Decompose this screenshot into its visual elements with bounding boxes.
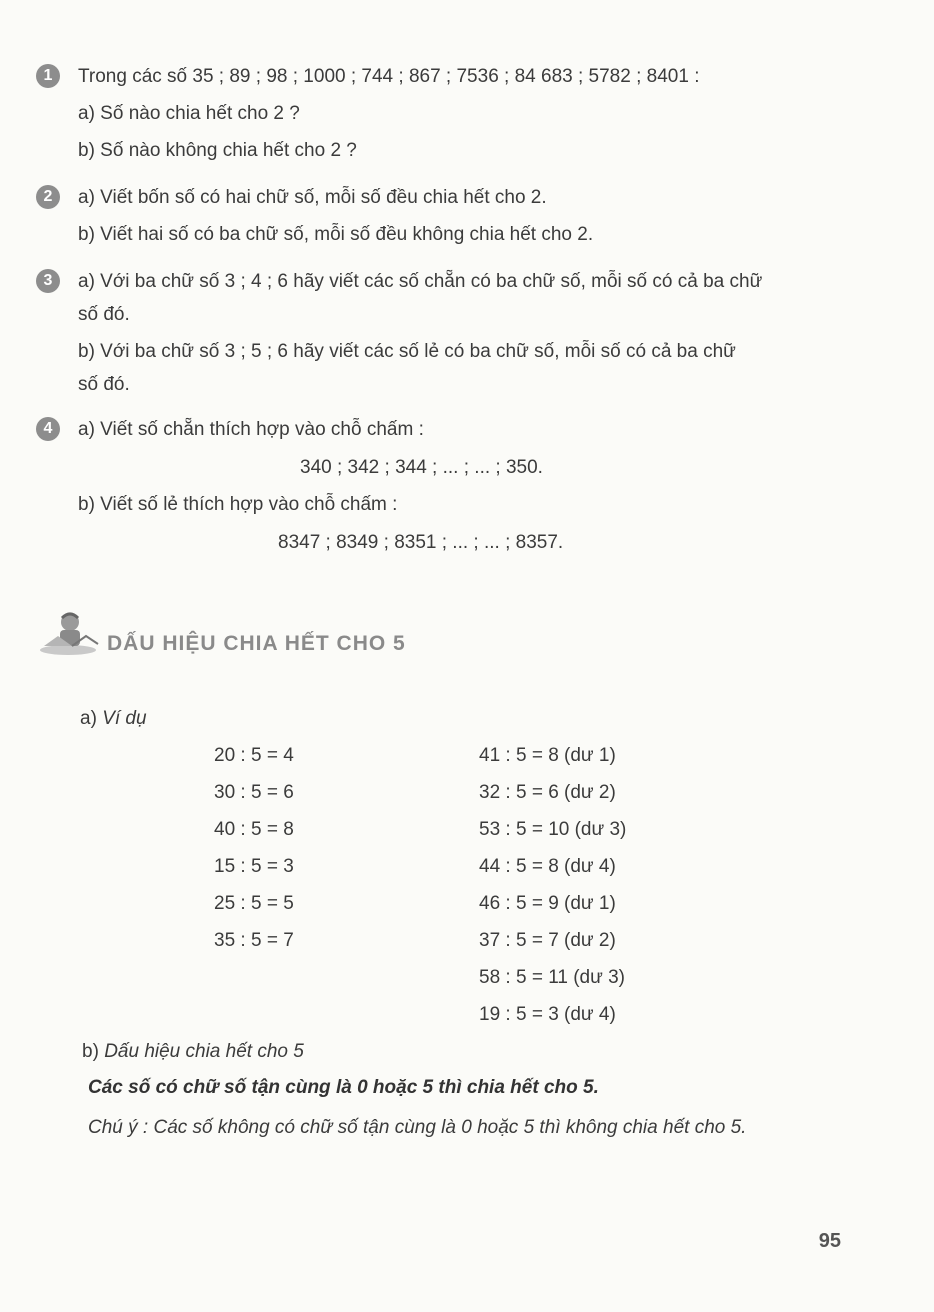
exercise-number-badge: 4 [36, 417, 60, 441]
exercise-3-part-a-cont: số đó. [78, 304, 130, 325]
calc-left-5: 25 : 5 = 5 [214, 893, 294, 914]
exercise-4-part-a: a) Viết số chẵn thích hợp vào chỗ chấm : [78, 419, 424, 440]
sign-label-text: Dấu hiệu chia hết cho 5 [104, 1041, 304, 1062]
exercise-1-part-a: a) Số nào chia hết cho 2 ? [78, 103, 300, 124]
calc-right-7: 58 : 5 = 11 (dư 3) [479, 967, 625, 988]
exercise-4-part-b: b) Viết số lẻ thích hợp vào chỗ chấm : [78, 494, 398, 515]
divisibility-note: Chú ý : Các số không có chữ số tận cùng là 0 hoặc 5 thì không chia hết cho 5. [88, 1117, 747, 1138]
section-title: DẤU HIỆU CHIA HẾT CHO 5 [107, 632, 406, 655]
divisibility-rule: Các số có chữ số tận cùng là 0 hoặc 5 thì chia hết cho 5. [88, 1077, 599, 1098]
calc-right-5: 46 : 5 = 9 (dư 1) [479, 893, 616, 914]
exercise-2-part-b: b) Viết hai số có ba chữ số, mỗi số đều không chia hết cho 2. [78, 224, 594, 245]
exercise-4-sequence-a: 340 ; 342 ; 344 ; ... ; ... ; 350. [300, 457, 543, 478]
exercise-3-part-b-cont: số đó. [78, 374, 130, 395]
sign-label [82, 1041, 304, 1063]
exercise-1-question: Trong các số 35 ; 89 ; 98 ; 1000 ; 744 ; 867 ; 7536 ; 84 683 ; 5782 ; 8401 : [78, 66, 700, 87]
calc-left-6: 35 : 5 = 7 [214, 930, 294, 951]
example-label [80, 708, 147, 730]
calc-right-3: 53 : 5 = 10 (dư 3) [479, 819, 627, 840]
calc-left-2: 30 : 5 = 6 [214, 782, 294, 803]
exercise-1-part-b: b) Số nào không chia hết cho 2 ? [78, 140, 357, 161]
calc-left-3: 40 : 5 = 8 [214, 819, 294, 840]
page-number: 95 [818, 1230, 841, 1252]
exercise-number-badge: 2 [36, 185, 60, 209]
calc-right-4: 44 : 5 = 8 (dư 4) [479, 856, 616, 877]
calc-right-8: 19 : 5 = 3 (dư 4) [479, 1004, 616, 1025]
exercise-2-part-a: a) Viết bốn số có hai chữ số, mỗi số đều chia hết cho 2. [78, 187, 547, 208]
calc-left-4: 15 : 5 = 3 [214, 856, 294, 877]
reading-child-icon [38, 610, 100, 656]
sign-label-prefix: b) [82, 1041, 105, 1062]
exercise-3-part-a: a) Với ba chữ số 3 ; 4 ; 6 hãy viết các số chẵn có ba chữ số, mỗi số có cả ba chữ [78, 271, 763, 292]
exercise-4-sequence-b: 8347 ; 8349 ; 8351 ; ... ; ... ; 8357. [278, 532, 564, 553]
calc-left-1: 20 : 5 = 4 [214, 745, 294, 766]
example-label-prefix: a) [80, 708, 103, 729]
exercise-number-badge: 3 [36, 269, 60, 293]
example-label-text: Ví dụ [102, 708, 147, 729]
calc-right-2: 32 : 5 = 6 (dư 2) [479, 782, 616, 803]
calc-right-1: 41 : 5 = 8 (dư 1) [479, 745, 616, 766]
exercise-3-part-b: b) Với ba chữ số 3 ; 5 ; 6 hãy viết các số lẻ có ba chữ số, mỗi số có cả ba chữ [78, 341, 736, 362]
exercise-number-badge: 1 [36, 64, 60, 88]
calc-right-6: 37 : 5 = 7 (dư 2) [479, 930, 616, 951]
